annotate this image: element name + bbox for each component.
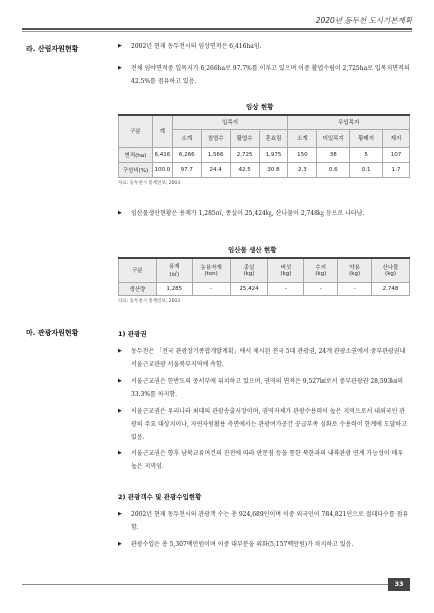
header-label: 용재 <box>168 264 180 271</box>
table-cell: 25,424 <box>230 282 268 295</box>
header-unstocked: 무입목지 <box>288 115 410 129</box>
subheading-tourism-region: 1) 관광권 <box>118 330 147 338</box>
row-label: 구성비(%) <box>119 162 153 177</box>
section-heading-tourism: 마. 관광자원현황 <box>26 329 79 337</box>
table-cell: 2,748 <box>372 282 410 295</box>
bullet-text: 2002년 현재 동두천시의 임상면적은 6,416ha임. <box>131 43 262 50</box>
table-source-note: 자료: 동두천시 통계연보, 2003 <box>118 299 181 304</box>
header-rule-thin <box>22 31 412 32</box>
table-cell: 24.4 <box>201 162 230 177</box>
table-cell: 6,266 <box>172 147 201 162</box>
bullet-forest-area <box>118 40 410 53</box>
table-cell: 0.6 <box>317 162 350 177</box>
header-unit: (ton) <box>204 271 218 278</box>
bullet-tourism-region <box>118 345 410 371</box>
bullet-tourism-revenue <box>118 538 410 551</box>
bullet-marker: ▶ <box>118 511 122 517</box>
table-cell: 30.8 <box>259 162 288 177</box>
bullet-tourism-north-link <box>118 447 410 473</box>
header-cell <box>156 258 192 282</box>
table-row <box>119 162 410 177</box>
subheader-cell: 혼효림 <box>259 129 288 147</box>
table-cell: 42.5 <box>230 162 259 177</box>
header-label: 약용 <box>349 265 360 272</box>
forest-status-table <box>118 114 410 178</box>
forest-products-table <box>118 257 410 296</box>
table-cell: 107 <box>383 147 410 162</box>
page-number: 33 <box>388 578 410 591</box>
table-cell: - <box>192 282 230 295</box>
table-cell: 1,285 <box>156 282 192 295</box>
row-label: 생산량 <box>119 282 157 295</box>
row-label: 면적(ha) <box>119 147 153 162</box>
header-label: 구분 <box>132 268 143 275</box>
header-label: 종실 <box>243 265 255 272</box>
bullet-marker: ▶ <box>118 210 122 216</box>
bullet-tourism-area <box>118 375 410 401</box>
bullet-marker: ▶ <box>118 541 122 547</box>
table-title-forest-status: 임상 현황 <box>246 103 274 111</box>
table-cell: 150 <box>288 147 317 162</box>
header-gubun: 구분 <box>119 115 153 147</box>
bullet-text: 서울근교권은 향후 남북교류여건의 진전에 따라 판문점 등을 통한 북한과의 내륙관광 연계 가능성이 매우 높은 지역임. <box>131 450 404 470</box>
bullet-marker: ▶ <box>118 348 122 354</box>
subheader-cell: 소계 <box>172 129 201 147</box>
table-cell: - <box>304 282 338 295</box>
header-label: 농용자재 <box>200 265 222 272</box>
table-cell: 1,566 <box>201 147 230 162</box>
table-cell: 97.7 <box>172 162 201 177</box>
header-total: 계 <box>152 115 172 147</box>
header-label: 산나물 <box>382 265 399 272</box>
table-row <box>119 147 410 162</box>
bullet-tourism-capacity <box>118 405 410 444</box>
subheader-cell: 미입목지 <box>317 129 350 147</box>
header-unit: (kg) <box>280 271 292 278</box>
table-cell: 6,416 <box>152 147 172 162</box>
header-label: 버섯 <box>280 265 292 272</box>
bullet-text: 전체 임야면적중 입목지가 6,266ha로 97.7%를 이루고 있으며 이중 활엽수림이 2,725ha로 입목지면적의 42.5%를 점유하고 있음. <box>131 65 410 85</box>
bullet-forest-products <box>118 207 410 220</box>
header-label: 수지 <box>315 265 327 272</box>
header-rule <box>22 28 412 30</box>
table-cell: 100.0 <box>152 162 172 177</box>
header-unit: (kg) <box>315 271 327 278</box>
bullet-marker: ▶ <box>118 43 122 49</box>
bullet-marker: ▶ <box>118 450 122 456</box>
table-source-note: 자료: 동두천시 통계연보, 2003 <box>118 181 181 186</box>
header-cell <box>338 258 372 282</box>
header-cell <box>192 258 230 282</box>
header-unit: (㎥) <box>169 272 180 279</box>
table-cell: 2,725 <box>230 147 259 162</box>
header-unit: (kg) <box>349 271 361 278</box>
header-unit: (kg) <box>243 271 255 278</box>
bullet-text: 2002년 현재 동두천시의 관광객 수는 총 924,689인이며 이중 외국인이 784,821인으로 절대다수를 점유함. <box>131 511 409 531</box>
table-cell: 0.1 <box>350 162 383 177</box>
header-cell <box>304 258 338 282</box>
bullet-text: 서울근교권은 우리나라 최대의 관광송출시장이며, 권역자체가 관광수용력이 높은 지역으로서 내외국인 관광의 주요 대상지이나, 자연자원활용 측면에서는 관광여가공간 공급부족 심화로 수용력이 한계에 도달하고 있음. <box>131 408 408 441</box>
bullet-marker: ▶ <box>118 378 122 384</box>
table-title-forest-products: 임산물 생산 현황 <box>228 246 277 254</box>
footer-rule <box>22 584 388 585</box>
table-cell: 1.7 <box>383 162 410 177</box>
table-cell: 2.3 <box>288 162 317 177</box>
table-row <box>119 282 410 295</box>
bullet-text: 관광수입은 총 5,307백만원이며 이중 대부분을 외화(5,157백만원)가 차지하고 있음. <box>131 541 354 548</box>
bullet-text: 동두천은 「전국 관광장기종합개발계획」에서 제시된 전국 5대 관광권, 24개 관광소권에서 중부관광권내 서울근교관광 서울북부지역에 속함. <box>131 348 406 368</box>
subheading-tourism-visitors: 2) 관광객수 및 관광수입현황 <box>118 493 202 501</box>
subheader-cell: 침엽수 <box>201 129 230 147</box>
table-cell: 38 <box>317 147 350 162</box>
subheader-cell: 활엽수 <box>230 129 259 147</box>
bullet-marker: ▶ <box>118 65 122 71</box>
header-cell <box>230 258 268 282</box>
header-stocked: 입목지 <box>172 115 288 129</box>
subheader-cell: 황폐지 <box>350 129 383 147</box>
table-cell: 5 <box>350 147 383 162</box>
header-unit: (kg) <box>385 271 397 278</box>
header-cell <box>372 258 410 282</box>
bullet-forest-composition <box>118 62 410 88</box>
subheader-cell: 소계 <box>288 129 317 147</box>
bullet-tourism-visitors <box>118 508 410 534</box>
header-cell <box>119 258 157 282</box>
bullet-marker: ▶ <box>118 408 122 414</box>
table-cell: - <box>268 282 304 295</box>
table-cell: 1,975 <box>259 147 288 162</box>
table-cell: - <box>338 282 372 295</box>
running-header-title: 2020년 동두천 도시기본계획 <box>315 16 412 25</box>
section-heading-forest: 라. 산림자원현황 <box>26 45 79 53</box>
bullet-text: 서울근교권은 한반도의 중서부에 위치하고 있으며, 권역의 면적은 9,527㎢로서 중부관광권 28,593㎢의 33.3%를 차지함. <box>131 378 404 398</box>
bullet-text: 임산물생산현황은 용재가 1,285㎥, 종실이 25,424㎏, 산나물이 2,748㎏ 등으로 나타남. <box>131 210 365 217</box>
subheader-cell: 제지 <box>383 129 410 147</box>
header-cell <box>268 258 304 282</box>
